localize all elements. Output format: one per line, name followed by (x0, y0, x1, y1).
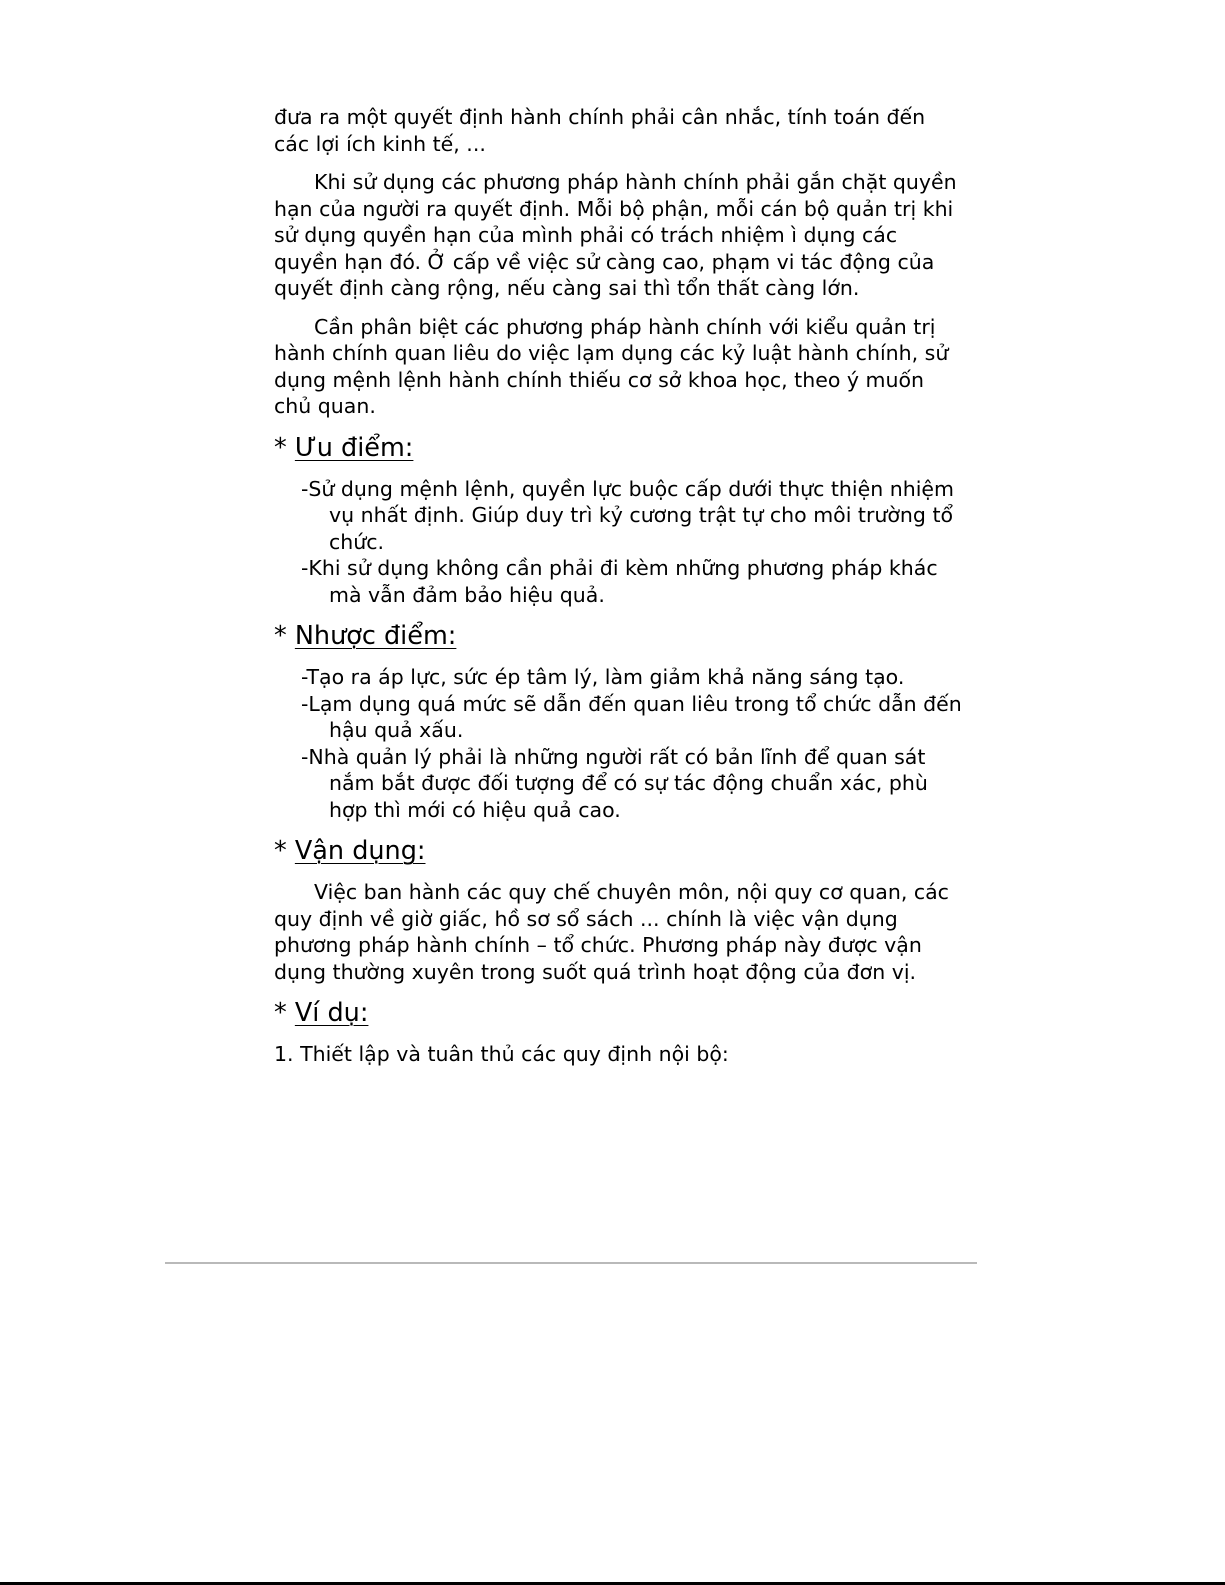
heading-title: Ví dụ: (294, 998, 369, 1028)
heading-marker: * (274, 621, 287, 651)
list-item: -Tạo ra áp lực, sức ép tâm lý, làm giảm khả năng sáng tạo. (301, 665, 905, 689)
heading-advantages (274, 432, 964, 464)
list-item: -Khi sử dụng không cần phải đi kèm những phương pháp khác mà vẫn đảm bảo hiệu quả. (301, 556, 938, 607)
heading-title: Vận dụng: (294, 836, 426, 866)
page-divider (165, 1262, 977, 1264)
document-page-content (274, 104, 964, 1080)
heading-marker: * (274, 998, 287, 1028)
list-item: -Nhà quản lý phải là những người rất có bản lĩnh để quan sát nắm bắt được đối tượng để có sự tác động chuẩn xác, phù hợp thì mới có hiệu quả cao. (301, 744, 928, 822)
paragraph-application: Việc ban hành các quy chế chuyên môn, nội quy cơ quan, các quy định về giờ giấc, hồ sơ sổ sách ... chính là việc vận dụng phương pháp hành chính – tổ chức. Phương pháp này được vận dụng thường xuyên trong suốt quá trình hoạt động của đơn vị. (274, 880, 949, 984)
example-item-1: 1. Thiết lập và tuân thủ các quy định nội bộ: (274, 1042, 729, 1066)
heading-marker: * (274, 432, 287, 463)
list-item: -Lạm dụng quá mức sẽ dẫn đến quan liêu trong tổ chức dẫn đến hậu quả xấu. (301, 691, 962, 742)
list-item: -Sử dụng mệnh lệnh, quyền lực buộc cấp dưới thực thiện nhiệm vụ nhất định. Giúp duy trì kỷ cương trật tự cho môi trường tổ chức. (301, 476, 954, 554)
heading-application (274, 835, 964, 867)
advantages-list (274, 476, 964, 609)
heading-disadvantages (274, 620, 964, 652)
disadvantages-list (274, 664, 964, 823)
paragraph-intro: đưa ra một quyết định hành chính phải cân nhắc, tính toán đến các lợi ích kinh tế, ... (274, 105, 926, 156)
heading-marker: * (274, 836, 287, 866)
heading-example (274, 997, 964, 1029)
heading-title: Nhược điểm: (294, 621, 457, 651)
heading-title: Ưu điểm: (294, 432, 414, 463)
paragraph-authority: Khi sử dụng các phương pháp hành chính phải gắn chặt quyền hạn của người ra quyết định. Mỗi bộ phận, mỗi cán bộ quản trị khi sử dụng quyền hạn của mình phải có trách nhiệm ì dụng các quyền hạn đó. Ở cấp về việc sử càng cao, phạm vi tác động của quyết định càng rộng, nếu càng sai thì tổn thất càng lớn. (274, 170, 957, 300)
paragraph-distinction: Cần phân biệt các phương pháp hành chính với kiểu quản trị hành chính quan liêu do việc lạm dụng các kỷ luật hành chính, sử dụng mệnh lệnh hành chính thiếu cơ sở khoa học, theo ý muốn chủ quan. (274, 314, 949, 418)
